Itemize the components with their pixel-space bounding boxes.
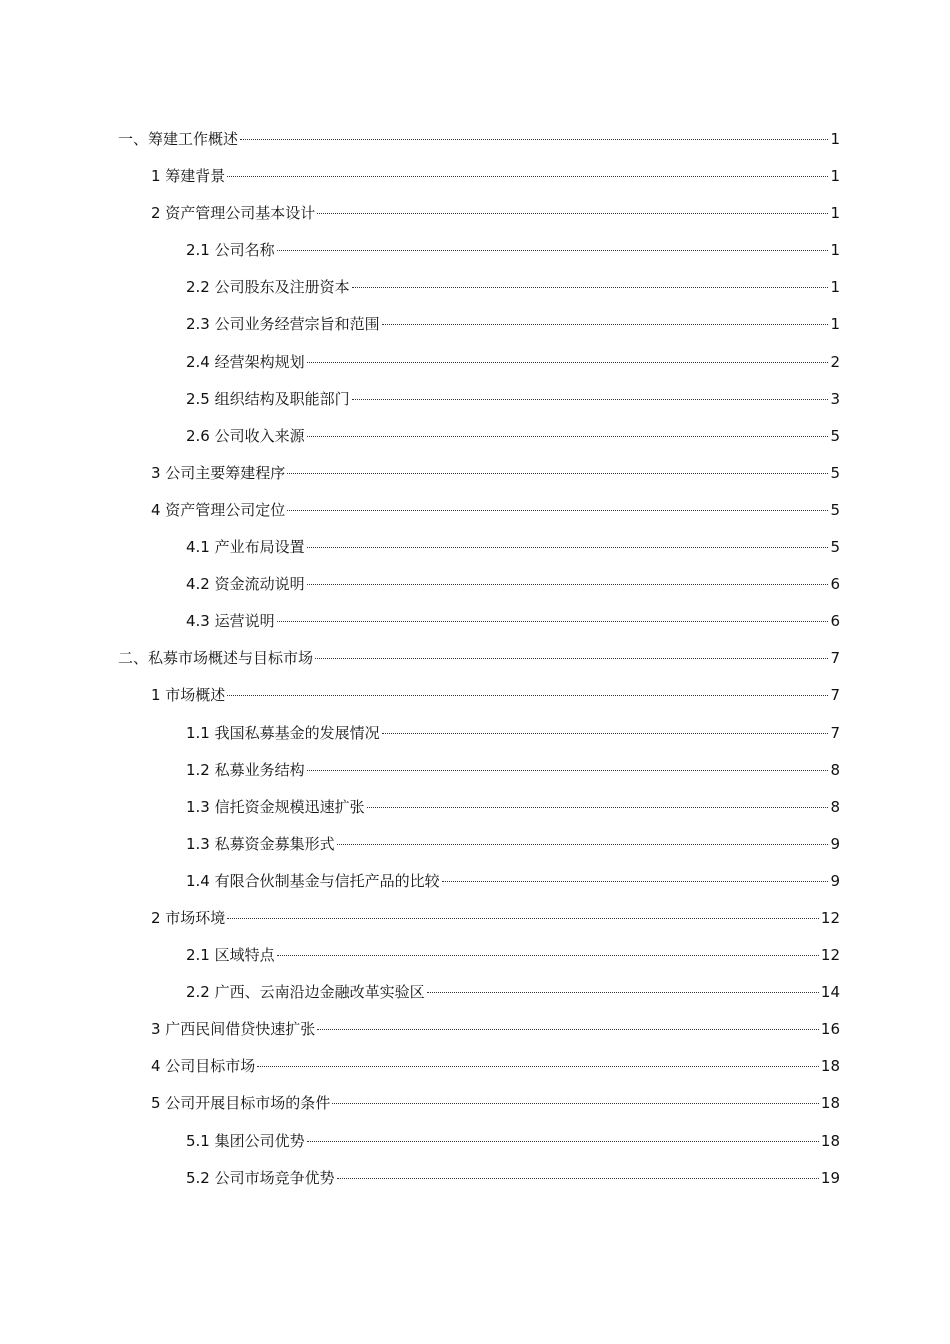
toc-entry-page-number: 1 xyxy=(830,167,840,186)
toc-entry[interactable] xyxy=(118,826,840,863)
toc-entry[interactable] xyxy=(118,715,840,752)
toc-dot-leader xyxy=(240,139,828,140)
toc-entry[interactable] xyxy=(118,640,840,677)
toc-entry[interactable] xyxy=(118,158,840,195)
toc-entry-title: 4 资产管理公司定位 xyxy=(151,500,286,519)
toc-entry-title: 2.2 公司股东及注册资本 xyxy=(186,278,350,297)
toc-entry[interactable] xyxy=(118,529,840,566)
toc-entry[interactable] xyxy=(118,1160,840,1197)
toc-dot-leader xyxy=(352,287,829,288)
toc-entry[interactable] xyxy=(118,269,840,306)
toc-entry[interactable] xyxy=(118,1123,840,1160)
toc-entry-page-number: 9 xyxy=(830,834,840,853)
toc-entry-title: 2 市场环境 xyxy=(151,908,226,927)
toc-dot-leader xyxy=(332,1103,819,1104)
toc-entry-title: 5.1 集团公司优势 xyxy=(186,1131,305,1150)
toc-entry-title: 4.1 产业布局设置 xyxy=(186,538,305,557)
toc-entry-page-number: 5 xyxy=(830,500,840,519)
toc-dot-leader xyxy=(287,473,828,474)
toc-dot-leader xyxy=(317,1029,819,1030)
toc-entry-title: 2.3 公司业务经营宗旨和范围 xyxy=(186,315,380,334)
toc-dot-leader xyxy=(382,324,829,325)
toc-dot-leader xyxy=(307,547,829,548)
toc-entry-page-number: 5 xyxy=(830,426,840,445)
toc-entry-page-number: 18 xyxy=(820,1057,840,1076)
toc-entry-page-number: 1 xyxy=(830,241,840,260)
toc-entry-title: 一、筹建工作概述 xyxy=(118,130,239,148)
toc-entry-title: 1.2 私募业务结构 xyxy=(186,760,305,779)
toc-entry-page-number: 18 xyxy=(820,1094,840,1113)
toc-entry-page-number: 12 xyxy=(820,908,840,927)
toc-dot-leader xyxy=(227,176,828,177)
toc-entry[interactable] xyxy=(118,752,840,789)
toc-entry[interactable] xyxy=(118,344,840,381)
toc-entry-page-number: 14 xyxy=(820,983,840,1002)
toc-entry[interactable] xyxy=(118,492,840,529)
toc-dot-leader xyxy=(337,844,829,845)
toc-entry-page-number: 5 xyxy=(830,463,840,482)
toc-dot-leader xyxy=(352,399,829,400)
toc-entry-page-number: 5 xyxy=(830,538,840,557)
toc-entry[interactable] xyxy=(118,195,840,232)
toc-entry[interactable] xyxy=(118,900,840,937)
toc-dot-leader xyxy=(227,695,828,696)
toc-dot-leader xyxy=(277,621,829,622)
toc-dot-leader xyxy=(277,955,819,956)
toc-entry-page-number: 7 xyxy=(830,723,840,742)
toc-entry-page-number: 1 xyxy=(830,315,840,334)
toc-dot-leader xyxy=(307,362,829,363)
toc-dot-leader xyxy=(427,992,819,993)
toc-entry[interactable] xyxy=(118,418,840,455)
toc-entry-title: 2.1 公司名称 xyxy=(186,241,275,260)
table-of-contents xyxy=(118,121,840,1197)
toc-entry-page-number: 12 xyxy=(820,946,840,965)
toc-entry[interactable] xyxy=(118,937,840,974)
toc-entry[interactable] xyxy=(118,789,840,826)
toc-dot-leader xyxy=(317,213,828,214)
toc-dot-leader xyxy=(307,1141,819,1142)
toc-entry-page-number: 2 xyxy=(830,352,840,371)
toc-entry-page-number: 6 xyxy=(830,612,840,631)
toc-entry[interactable] xyxy=(118,306,840,343)
toc-entry-page-number: 8 xyxy=(830,760,840,779)
toc-dot-leader xyxy=(277,250,829,251)
toc-entry[interactable] xyxy=(118,232,840,269)
toc-entry-title: 3 广西民间借贷快速扩张 xyxy=(151,1020,316,1039)
toc-dot-leader xyxy=(227,918,819,919)
toc-entry-page-number: 6 xyxy=(830,575,840,594)
toc-dot-leader xyxy=(307,770,829,771)
toc-entry[interactable] xyxy=(118,381,840,418)
toc-entry[interactable] xyxy=(118,455,840,492)
toc-entry[interactable] xyxy=(118,677,840,714)
toc-entry-page-number: 7 xyxy=(830,686,840,705)
toc-entry-title: 2.6 公司收入来源 xyxy=(186,426,305,445)
toc-entry[interactable] xyxy=(118,1085,840,1122)
toc-dot-leader xyxy=(382,733,829,734)
toc-entry-title: 5.2 公司市场竞争优势 xyxy=(186,1168,335,1187)
toc-entry-title: 2.2 广西、云南沿边金融改革实验区 xyxy=(186,983,425,1002)
toc-dot-leader xyxy=(307,436,829,437)
toc-dot-leader xyxy=(367,807,829,808)
toc-entry-page-number: 19 xyxy=(820,1168,840,1187)
toc-entry[interactable] xyxy=(118,1011,840,1048)
toc-entry[interactable] xyxy=(118,566,840,603)
toc-dot-leader xyxy=(307,584,829,585)
toc-entry-title: 1.3 信托资金规模迅速扩张 xyxy=(186,797,365,816)
toc-entry-page-number: 1 xyxy=(830,278,840,297)
toc-entry-title: 2.4 经营架构规划 xyxy=(186,352,305,371)
toc-entry-title: 1.1 我国私募基金的发展情况 xyxy=(186,723,380,742)
toc-entry-title: 二、私募市场概述与目标市场 xyxy=(118,649,314,668)
toc-entry[interactable] xyxy=(118,974,840,1011)
toc-entry-page-number: 16 xyxy=(820,1020,840,1039)
toc-dot-leader xyxy=(337,1178,819,1179)
toc-entry-title: 4 公司目标市场 xyxy=(151,1057,256,1076)
toc-entry-title: 4.3 运营说明 xyxy=(186,612,275,631)
toc-dot-leader xyxy=(287,510,828,511)
toc-entry-title: 3 公司主要筹建程序 xyxy=(151,463,286,482)
toc-entry-page-number: 18 xyxy=(820,1131,840,1150)
toc-entry-title: 5 公司开展目标市场的条件 xyxy=(151,1094,331,1113)
toc-dot-leader xyxy=(442,881,829,882)
toc-entry-title: 2.5 组织结构及职能部门 xyxy=(186,389,350,408)
toc-entry-title: 2 资产管理公司基本设计 xyxy=(151,204,316,223)
toc-entry-title: 1.4 有限合伙制基金与信托产品的比较 xyxy=(186,871,440,890)
toc-entry-page-number: 7 xyxy=(830,649,840,668)
toc-dot-leader xyxy=(257,1066,819,1067)
toc-entry-title: 1 筹建背景 xyxy=(151,167,226,186)
toc-entry-page-number: 8 xyxy=(830,797,840,816)
toc-entry-title: 1.3 私募资金募集形式 xyxy=(186,834,335,853)
toc-entry-title: 2.1 区域特点 xyxy=(186,946,275,965)
toc-entry-page-number: 1 xyxy=(830,130,840,148)
toc-entry[interactable] xyxy=(118,603,840,640)
toc-entry-title: 4.2 资金流动说明 xyxy=(186,575,305,594)
toc-entry-title: 1 市场概述 xyxy=(151,686,226,705)
toc-entry-page-number: 9 xyxy=(830,871,840,890)
toc-entry-page-number: 1 xyxy=(830,204,840,223)
toc-entry[interactable] xyxy=(118,1048,840,1085)
toc-entry[interactable] xyxy=(118,863,840,900)
toc-dot-leader xyxy=(315,658,828,659)
toc-entry[interactable] xyxy=(118,121,840,158)
toc-entry-page-number: 3 xyxy=(830,389,840,408)
